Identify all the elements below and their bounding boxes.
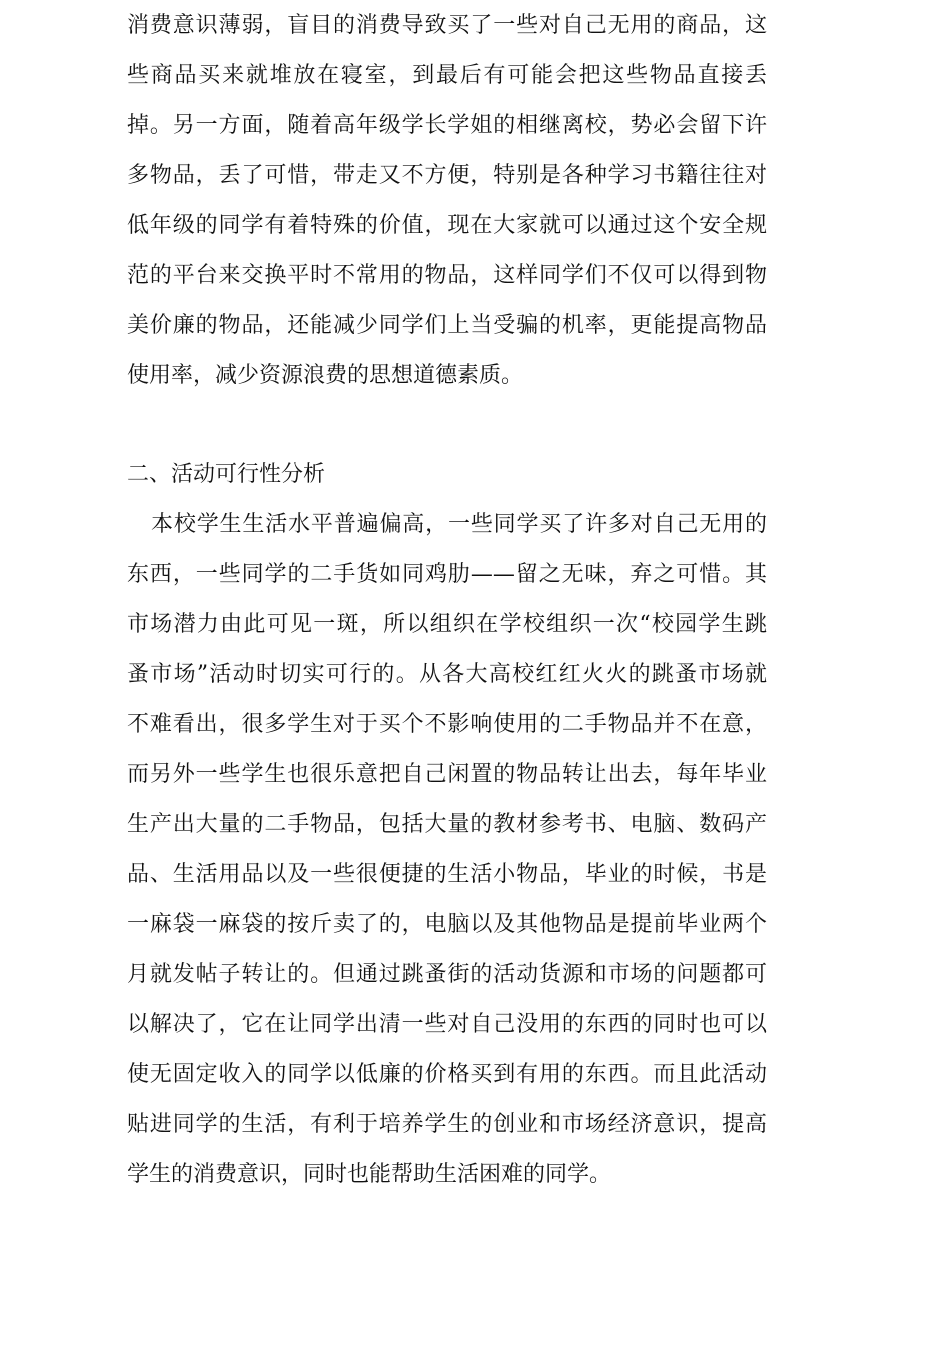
paragraph-line: 学生的消费意识，同时也能帮助生活困难的同学。 [127, 1162, 612, 1187]
paragraph-line: 使用率，减少资源浪费的思想道德素质。 [127, 363, 524, 388]
paragraph-line: 不难看出，很多学生对于买个不影响使用的二手物品并不在意， [127, 712, 767, 737]
paragraph-line: 以解决了，它在让同学出清一些对自己没用的东西的同时也可以 [127, 1012, 767, 1037]
paragraph-line: 掉。另一方面，随着高年级学长学姐的相继离校，势必会留下许 [127, 113, 767, 138]
paragraph-line: 本校学生生活水平普遍偏高，一些同学买了许多对自己无用的 [151, 512, 767, 537]
paragraph-line: 贴进同学的生活，有利于培养学生的创业和市场经济意识，提高 [127, 1112, 767, 1137]
paragraph-line: 生产出大量的二手物品，包括大量的教材参考书、电脑、数码产 [127, 812, 767, 837]
paragraph-line: 美价廉的物品，还能减少同学们上当受骗的机率，更能提高物品 [127, 313, 767, 338]
paragraph-line: 东西，一些同学的二手货如同鸡肋——留之无味，弃之可惜。其 [127, 562, 767, 587]
paragraph-line: 市场潜力由此可见一斑，所以组织在学校组织一次“校园学生跳 [127, 612, 767, 637]
paragraph-line: 品、生活用品以及一些很便捷的生活小物品，毕业的时候，书是 [127, 862, 767, 887]
paragraph-line: 多物品，丢了可惜，带走又不方便，特别是各种学习书籍往往对 [127, 163, 767, 188]
paragraph-line: 一麻袋一麻袋的按斤卖了的，电脑以及其他物品是提前毕业两个 [127, 912, 767, 937]
paragraph-line: 低年级的同学有着特殊的价值，现在大家就可以通过这个安全规 [127, 213, 767, 238]
section-heading: 二、活动可行性分析 [127, 462, 326, 487]
paragraph-line: 月就发帖子转让的。但通过跳蚤街的活动货源和市场的问题都可 [127, 962, 767, 987]
paragraph-line: 范的平台来交换平时不常用的物品，这样同学们不仅可以得到物 [127, 263, 767, 288]
paragraph-line: 蚤市场”活动时切实可行的。从各大高校红红火火的跳蚤市场就 [127, 662, 767, 687]
paragraph-line: 消费意识薄弱，盲目的消费导致买了一些对自己无用的商品，这 [127, 13, 767, 38]
paragraph-line: 而另外一些学生也很乐意把自己闲置的物品转让出去，每年毕业 [127, 762, 767, 787]
paragraph-line: 使无固定收入的同学以低廉的价格买到有用的东西。而且此活动 [127, 1062, 767, 1087]
paragraph-line: 些商品买来就堆放在寝室，到最后有可能会把这些物品直接丢 [127, 63, 767, 88]
